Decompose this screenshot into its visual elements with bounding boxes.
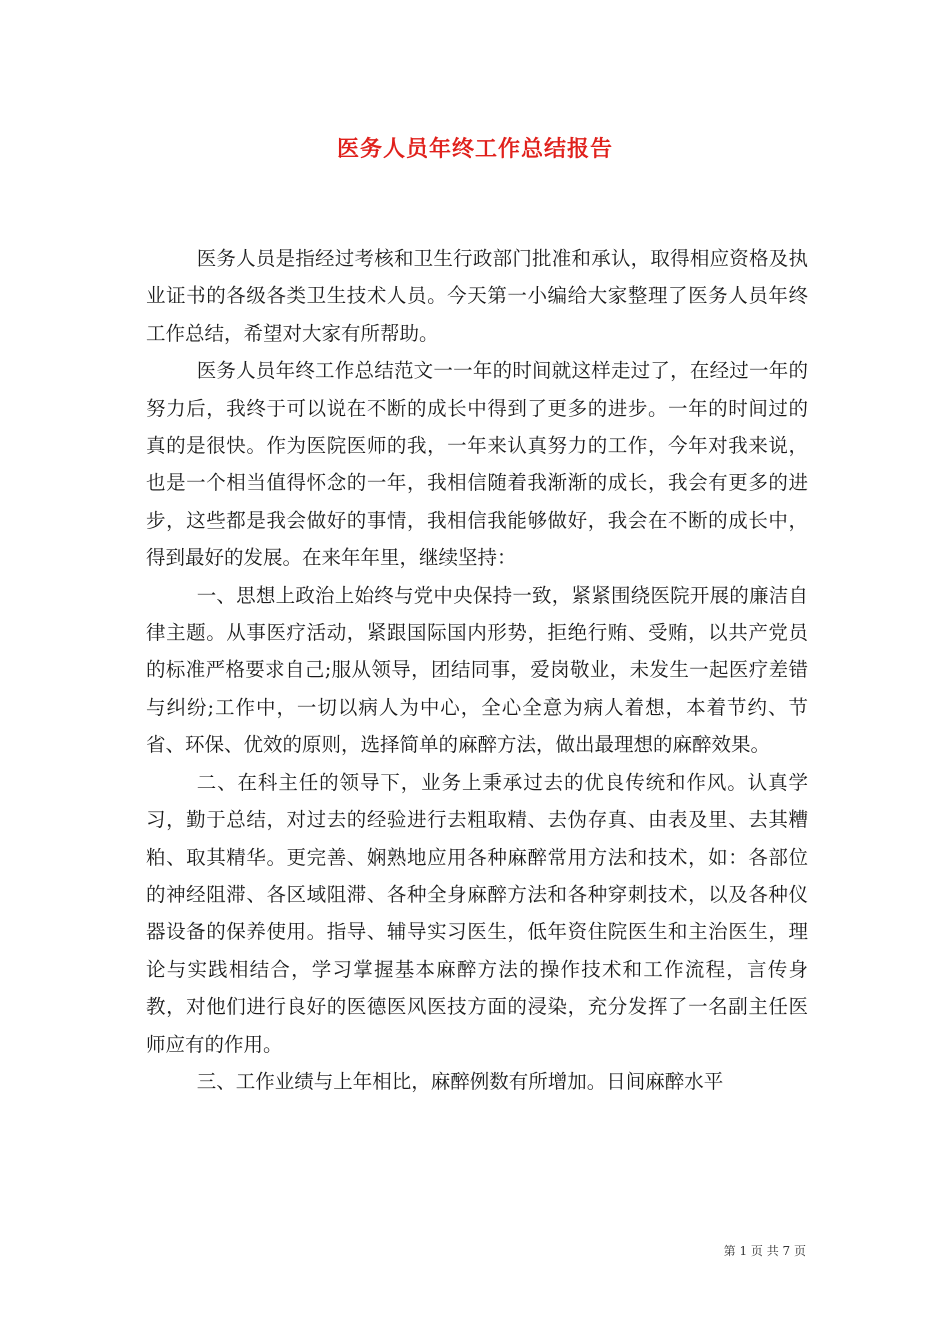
document-body <box>146 240 808 1100</box>
document-title: 医务人员年终工作总结报告 <box>336 136 613 162</box>
paragraph-point-one: 一、思想上政治上始终与党中央保持一致，紧紧围绕医院开展的廉洁自律主题。从事医疗活动，紧跟国际国内形势，拒绝行贿、受贿，以共产党员的标准严格要求自己;服从领导，团结同事，爱岗敬业，未发生一起医疗差错与纠纷;工作中，一切以病人为中心，全心全意为病人着想，本着节约、节省、环保、优效的原则，选择简单的麻醉方法，做出最理想的麻醉效果。 <box>146 583 808 757</box>
paragraph-sample-one: 医务人员年终工作总结范文一一年的时间就这样走过了，在经过一年的努力后，我终于可以说在不断的成长中得到了更多的进步。一年的时间过的真的是很快。作为医院医师的我，一年来认真努力的工作，今年对我来说，也是一个相当值得怀念的一年，我相信随着我渐渐的成长，我会有更多的进步，这些都是我会做好的事情，我相信我能够做好，我会在不断的成长中，得到最好的发展。在来年年里，继续坚持： <box>146 359 808 570</box>
paragraph-point-three: 三、工作业绩与上年相比，麻醉例数有所增加。日间麻醉水平 <box>196 1069 724 1093</box>
paragraph-intro: 医务人员是指经过考核和卫生行政部门批准和承认，取得相应资格及执业证书的各级各类卫生技术人员。今天第一小编给大家整理了医务人员年终工作总结，希望对大家有所帮助。 <box>146 247 808 345</box>
paragraph-point-two: 二、在科主任的领导下，业务上秉承过去的优良传统和作风。认真学习，勤于总结，对过去的经验进行去粗取精、去伪存真、由表及里、去其糟粕、取其精华。更完善、娴熟地应用各种麻醉常用方法和技术，如：各部位的神经阻滞、各区域阻滞、各种全身麻醉方法和各种穿刺技术，以及各种仪器设备的保养使用。指导、辅导实习医生，低年资住院医生和主治医生，理论与实践相结合，学习掌握基本麻醉方法的操作技术和工作流程，言传身教，对他们进行良好的医德医风医技方面的浸染，充分发挥了一名副主任医师应有的作用。 <box>146 770 808 1056</box>
page-number: 第 1 页 共 7 页 <box>723 1244 806 1258</box>
